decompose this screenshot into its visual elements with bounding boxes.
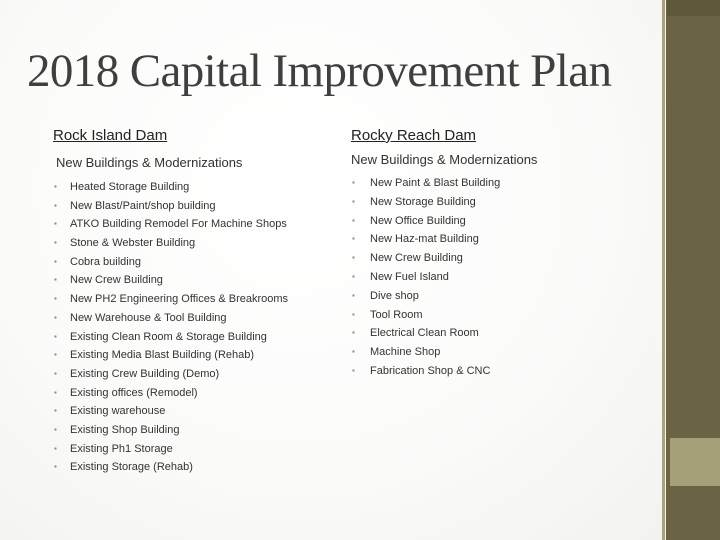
left-bullet-list	[53, 178, 343, 477]
bullet-item-text: Electrical Clean Room	[370, 327, 479, 340]
square-bullet-icon: ▪	[54, 200, 57, 210]
bullet-list-item	[351, 362, 651, 381]
bullet-list-item	[53, 197, 343, 216]
right-column-heading: Rocky Reach Dam	[351, 127, 477, 144]
bullet-list-item	[53, 234, 343, 253]
square-bullet-icon: ▪	[54, 462, 57, 472]
square-bullet-icon: ▪	[54, 331, 57, 341]
bullet-list-item	[53, 458, 343, 477]
bullet-item-text: New Warehouse & Tool Building	[70, 311, 227, 324]
square-bullet-icon: ▪	[54, 275, 57, 285]
bullet-list-item	[53, 365, 343, 384]
square-bullet-icon: ▪	[54, 350, 57, 360]
square-bullet-icon: ▪	[352, 196, 355, 206]
square-bullet-icon: ▪	[352, 253, 355, 263]
square-bullet-icon: ▪	[352, 215, 355, 225]
bullet-item-text: New Paint & Blast Building	[370, 177, 501, 189]
bullet-list-item	[53, 253, 343, 272]
sidebar-accent-block	[670, 438, 720, 486]
bullet-item-text: Existing warehouse	[70, 405, 166, 418]
square-bullet-icon: ▪	[352, 290, 355, 300]
square-bullet-icon: ▪	[54, 182, 57, 191]
bullet-list-item	[53, 309, 343, 328]
left-column	[53, 127, 343, 477]
bullet-item-text: Fabrication Shop & CNC	[370, 364, 491, 377]
bullet-list-item	[53, 178, 343, 197]
bullet-item-text: Tool Room	[370, 308, 423, 321]
square-bullet-icon: ▪	[54, 443, 57, 453]
square-bullet-icon: ▪	[54, 312, 57, 322]
bullet-item-text: Cobra building	[70, 255, 141, 268]
bullet-item-text: New Crew Building	[370, 252, 463, 265]
right-column	[351, 127, 651, 381]
square-bullet-icon: ▪	[54, 368, 57, 378]
bullet-item-text: Existing offices (Remodel)	[70, 386, 198, 399]
bullet-list-item	[53, 421, 343, 440]
bullet-item-text: Heated Storage Building	[70, 181, 190, 193]
bullet-item-text: Existing Shop Building	[70, 423, 180, 436]
square-bullet-icon: ▪	[352, 328, 355, 338]
square-bullet-icon: ▪	[54, 406, 57, 416]
bullet-item-text: Existing Ph1 Storage	[70, 442, 173, 455]
square-bullet-icon: ▪	[54, 238, 57, 248]
bullet-list-item	[351, 268, 651, 287]
bullet-list-item	[53, 290, 343, 309]
bullet-list-item	[53, 271, 343, 290]
bullet-item-text: New Haz-mat Building	[370, 233, 479, 246]
square-bullet-icon: ▪	[54, 387, 57, 397]
bullet-item-text: New Fuel Island	[370, 270, 449, 283]
square-bullet-icon: ▪	[352, 178, 355, 187]
sidebar-top-accent	[667, 0, 720, 16]
bullet-item-text: Existing Storage (Rehab)	[70, 461, 193, 474]
square-bullet-icon: ▪	[352, 309, 355, 319]
left-column-subheading: New Buildings & Modernizations	[56, 155, 243, 170]
bullet-list-item	[351, 249, 651, 268]
bullet-list-item	[351, 306, 651, 325]
bullet-list-item	[53, 402, 343, 421]
bullet-list-item	[351, 343, 651, 362]
bullet-item-text: Existing Crew Building (Demo)	[70, 367, 220, 380]
right-column-subheading: New Buildings & Modernizations	[351, 152, 538, 167]
bullet-list-item	[53, 215, 343, 234]
square-bullet-icon: ▪	[352, 234, 355, 244]
square-bullet-icon: ▪	[54, 219, 57, 229]
bullet-list-item	[53, 346, 343, 365]
bullet-item-text: Existing Media Blast Building (Rehab)	[70, 349, 255, 362]
sidebar-divider	[662, 0, 665, 540]
bullet-item-text: Machine Shop	[370, 346, 441, 359]
left-column-heading: Rock Island Dam	[53, 127, 168, 144]
bullet-item-text: New PH2 Engineering Offices & Breakrooms	[70, 293, 289, 306]
bullet-item-text: Dive shop	[370, 289, 419, 302]
bullet-list-item	[53, 384, 343, 403]
bullet-item-text: Existing Clean Room & Storage Building	[70, 330, 267, 343]
square-bullet-icon: ▪	[54, 256, 57, 266]
bullet-item-text: Stone & Webster Building	[70, 237, 196, 250]
bullet-list-item	[53, 440, 343, 459]
right-bullet-list	[351, 174, 651, 381]
bullet-item-text: New Storage Building	[370, 195, 476, 208]
bullet-list-item	[351, 230, 651, 249]
slide-title: 2018 Capital Improvement Plan	[27, 45, 612, 97]
bullet-list-item	[351, 287, 651, 306]
bullet-item-text: ATKO Building Remodel For Machine Shops	[70, 218, 287, 231]
bullet-list-item	[351, 193, 651, 212]
square-bullet-icon: ▪	[54, 294, 57, 304]
bullet-list-item	[351, 212, 651, 231]
bullet-list-item	[351, 174, 651, 193]
square-bullet-icon: ▪	[352, 347, 355, 357]
square-bullet-icon: ▪	[54, 424, 57, 434]
square-bullet-icon: ▪	[352, 271, 355, 281]
bullet-item-text: New Blast/Paint/shop building	[70, 199, 216, 212]
square-bullet-icon: ▪	[352, 365, 355, 375]
bullet-item-text: New Crew Building	[70, 274, 163, 287]
bullet-list-item	[351, 324, 651, 343]
bullet-item-text: New Office Building	[370, 214, 466, 227]
bullet-list-item	[53, 328, 343, 347]
